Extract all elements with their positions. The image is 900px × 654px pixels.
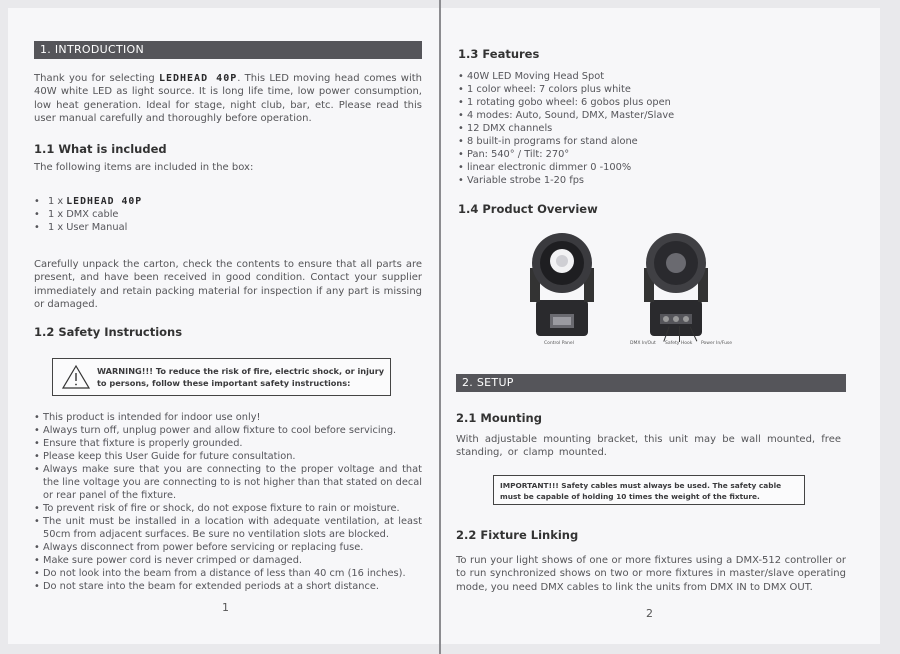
list-item: • This product is intended for indoor use only! xyxy=(34,411,422,424)
product-rear-image xyxy=(636,228,716,338)
list-item: • The unit must be installed in a location with adequate ventilation, at least 50cm from adjacent surfaces. Be sure no ventilation slots are blocked. xyxy=(34,515,422,541)
list-item: • 1 rotating gobo wheel: 6 gobos plus open xyxy=(458,96,758,109)
list-item: • 1 color wheel: 7 colors plus white xyxy=(458,83,758,96)
page-right xyxy=(441,8,880,644)
warning-text: WARNING!!! To reduce the risk of fire, electric shock, or injury to persons, follow these important safety instructions: xyxy=(97,366,385,388)
brand-name: LEDHEAD 40P xyxy=(158,73,238,84)
list-item: • Please keep this User Guide for future consultation. xyxy=(34,450,422,463)
list-item: • Pan: 540° / Tilt: 270° xyxy=(458,148,758,161)
product-overview-heading: 1.4 Product Overview xyxy=(458,202,598,216)
list-item: • linear electronic dimmer 0 -100% xyxy=(458,161,758,174)
caption-dmx: DMX In/Out xyxy=(630,341,656,346)
caption-power: Power In/Fuse xyxy=(701,341,733,346)
list-item: • Always disconnect from power before servicing or replacing fuse. xyxy=(34,541,422,554)
fixture-linking-heading: 2.2 Fixture Linking xyxy=(456,528,579,542)
page-left xyxy=(8,8,439,644)
important-text: IMPORTANT!!! Safety cables must always be used. The safety cable must be capable of holding 10 times the weight of the fixture. xyxy=(500,481,782,501)
intro-paragraph: Thank you for selecting LEDHEAD 40P. This LED moving head comes with 40W white LED as light source. It is long life time, low power consumption, low heat generation. Ideal for stage, night club, bar, etc. Please read this user manual carefully and thoroughly before operation. xyxy=(34,73,423,125)
list-item: • Always make sure that you are connecting to the proper voltage and that the line voltage you are connecting to is not higher than that stated on decal or rear panel of the fixture. xyxy=(34,463,422,502)
page-number: 2 xyxy=(646,607,653,620)
list-item: • Always turn off, unplug power and allow fixture to cool before servicing. xyxy=(34,424,422,437)
safety-heading: 1.2 Safety Instructions xyxy=(34,325,183,339)
mounting-paragraph: With adjustable mounting bracket, this unit may be wall mounted, free standing, or clamp mounted. xyxy=(456,434,841,459)
warning-triangle-icon xyxy=(61,364,91,390)
list-item: • 12 DMX channels xyxy=(458,122,758,135)
list-item: • To prevent risk of fire or shock, do not expose fixture to rain or moisture. xyxy=(34,502,422,515)
included-items-list xyxy=(34,195,334,234)
unpack-paragraph: Carefully unpack the carton, check the contents to ensure that all parts are present, and have been received in good condition. Contact your supplier immediately and retain packing material for inspection if any part is missing or damaged. xyxy=(34,259,422,311)
callout-line xyxy=(679,326,680,342)
intro-banner: 1. INTRODUCTION xyxy=(34,41,422,59)
caption-control-panel: Control Panel xyxy=(544,341,574,346)
warning-box xyxy=(52,358,391,396)
fixture-linking-paragraph: To run your light shows of one or more fixtures using a DMX-512 controller or to run synchronized shows on two or more fixtures in master/slave operating mode, you need DMX cables to link the units from DMX IN to DMX OUT. xyxy=(456,555,846,593)
features-heading: 1.3 Features xyxy=(458,47,540,61)
list-item: • Make sure power cord is never crimped or damaged. xyxy=(34,554,422,567)
list-item: • 4 modes: Auto, Sound, DMX, Master/Slave xyxy=(458,109,758,122)
caption-safety-hook: Safety Hook xyxy=(665,341,693,346)
what-included-heading: 1.1 What is included xyxy=(34,142,167,156)
features-list xyxy=(458,70,758,187)
list-item: • Do not stare into the beam for extended periods at a short distance. xyxy=(34,580,422,593)
page-number: 1 xyxy=(222,601,229,614)
list-item: • 1 x LEDHEAD 40P xyxy=(34,195,334,208)
safety-instructions-list xyxy=(34,411,422,593)
list-item: • 1 x DMX cable xyxy=(34,208,334,221)
list-item: • Variable strobe 1-20 fps xyxy=(458,174,758,187)
list-item: • 1 x User Manual xyxy=(34,221,334,234)
list-item: • Ensure that fixture is properly grounded. xyxy=(34,437,422,450)
setup-banner: 2. SETUP xyxy=(456,374,846,392)
product-front-image xyxy=(522,228,602,338)
list-item: • 8 built-in programs for stand alone xyxy=(458,135,758,148)
what-included-intro: The following items are included in the box: xyxy=(34,162,254,173)
list-item: • Do not look into the beam from a distance of less than 40 cm (16 inches). xyxy=(34,567,422,580)
important-box xyxy=(493,475,805,505)
mounting-heading: 2.1 Mounting xyxy=(456,411,542,425)
list-item: • 40W LED Moving Head Spot xyxy=(458,70,758,83)
